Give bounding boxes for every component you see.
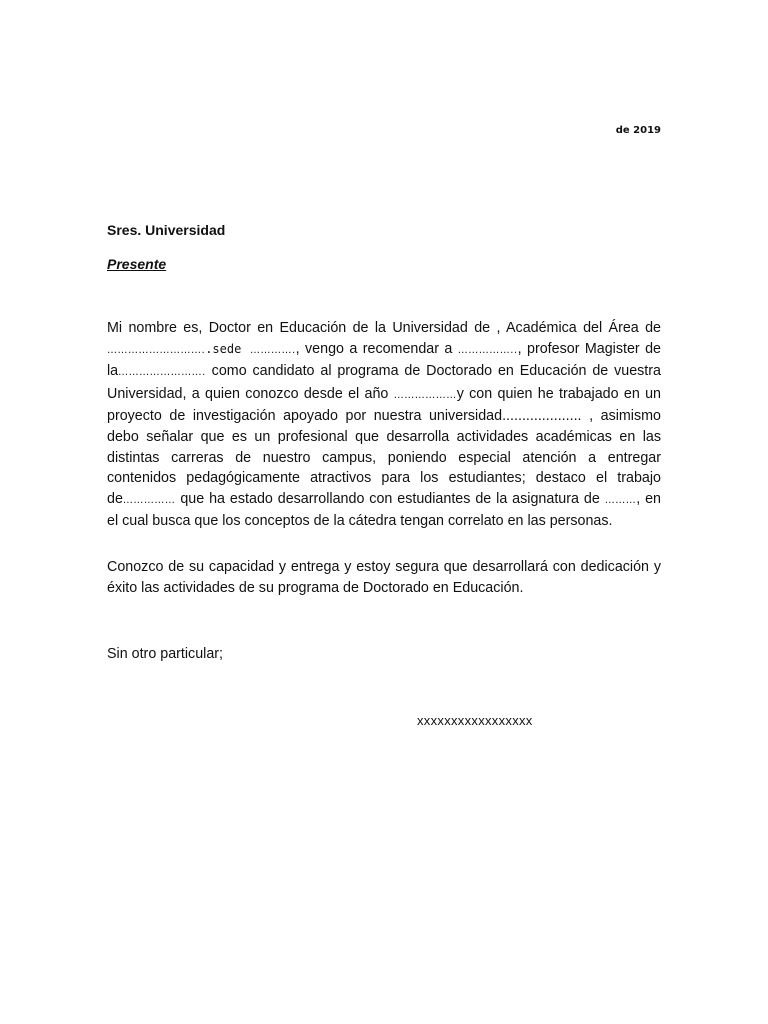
placeholder-subject: ……… [604, 494, 637, 506]
p1-text-5: y con quien he trabajado en un proyecto de investigación apoyado por nuestra universidad.................... , asimismo debo señalar que es un profesional que desarrolla actividades académicas en las distintas carreras de nuestro campus, poniendo especial atención a entregar contenidos pedagógicamente atractivos para los estudiantes; destaco el trabajo de [107, 385, 661, 507]
sede-label: .sede [205, 341, 250, 356]
placeholder-year: ……………… [393, 389, 457, 401]
placeholder-area: ………………………. [107, 344, 206, 356]
greeting: Presente [107, 256, 167, 272]
placeholder-candidate: …………….. [457, 344, 518, 356]
p1-text-3: , profesor Magister de la [107, 340, 661, 380]
placeholder-magister: ……………………. [118, 367, 206, 379]
body-paragraph-1 [107, 318, 661, 532]
recipient-name: Sres. Universidad [107, 222, 226, 238]
p1-text-4: como candidato al programa de Doctorado en Educación de vuestra Universidad, a quien conozco desde el año [107, 363, 661, 402]
placeholder-work: …………… [122, 494, 176, 506]
letter-date: de 2019 [615, 125, 661, 136]
p1-text-2: , vengo a recomendar a [295, 340, 458, 357]
signature: xxxxxxxxxxxxxxxxx [417, 713, 533, 728]
closing-text: Sin otro particular; [107, 646, 224, 662]
p1-text-6: que ha estado desarrollando con estudiantes de la asignatura de [175, 490, 605, 507]
body-paragraph-2: Conozco de su capacidad y entrega y estoy segura que desarrollará con dedicación y éxito las actividades de su programa de Doctorado en Educación. [107, 559, 661, 596]
placeholder-sede: …………. [249, 344, 296, 356]
p1-text-7: , en el cual busca que los conceptos de la cátedra tengan correlato en las personas. [107, 490, 661, 530]
p1-text-1: Mi nombre es, Doctor en Educación de la Universidad de , Académica del Área de [107, 320, 661, 336]
